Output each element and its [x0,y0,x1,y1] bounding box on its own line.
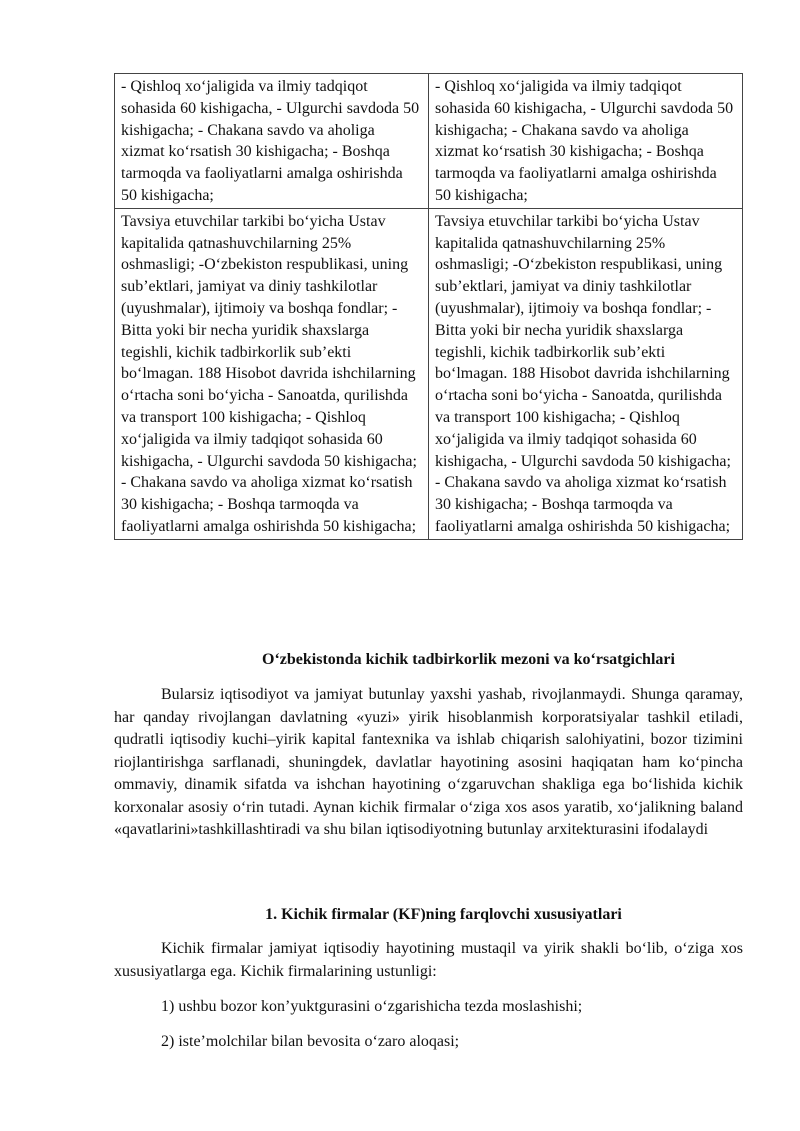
section-heading: 1. Kichik firmalar (KF)ning farqlovchi xususiyatlari [265,906,622,923]
section-heading: Oʻzbekistonda kichik tadbirkorlik mezoni va koʻrsatgichlari [262,651,675,668]
table-row [115,74,743,209]
table-cell-left: Tavsiya etuvchilar tarkibi boʻyicha Ustav kapitalida qatnashuvchilarning 25% oshmasligi; -Oʻzbekiston respublikasi, uning sub’ektlari, jamiyat va diniy tashkilotlar (uyushmalar), ijtimoiy va boshqa fondlar; -Bitta yoki bir necha yuridik shaxslarga tegishli, kichik tadbirkorlik sub’ekti boʻlmagan. 188 Hisobot davrida ishchilarning oʻrtacha soni boʻyicha - Sanoatda, qurilishda va transport 100 kishigacha; - Qishloq xoʻjaligida va ilmiy tadqiqot sohasida 60 kishigacha, - Ulgurchi savdoda 50 kishigacha; - Chakana savdo va aholiga xizmat koʻrsatish 30 kishigacha; - Boshqa tarmoqda va faoliyatlarni amalga oshirishda 50 kishigacha; [115,208,429,539]
body-paragraph: Kichik firmalar jamiyat iqtisodiy hayotining mustaqil va yirik shakli boʻlib, oʻziga xos xususiyatlarga ega. Kichik firmalarining ustunligi: [114,940,743,980]
body-paragraph: Bularsiz iqtisodiyot va jamiyat butunlay yaxshi yashab, rivojlanmaydi. Shunga qaramay, har qanday rivojlangan davlatning «yuzi» yirik hisoblanmish korporatsiyalar tashkil etiladi, qudratli iqtisodiy kuchi–yirik kapital fantexnika va ishlab chiqarish salohiyatini, bozor tizimini riojlantirishga sarflanadi, shuningdek, davlatlar hayotining asosini haqiqatan ham koʻpincha ommaviy, dinamik sifatda va ishchan hayotining oʻzgaruvchan shakliga ega boʻlishida kichik korxonalar asosiy oʻrin tutadi. Aynan kichik firmalar oʻziga xos asos yaratib, xoʻjalikning baland «qavatlarini»tashkillashtiradi va shu bilan iqtisodiyotning butunlay arxitekturasini ifodalaydi [114,686,743,838]
list-item: 1) ushbu bozor kon’yuktgurasini oʻzgarishicha tezda moslashishi; [161,998,583,1015]
table-cell-right: Tavsiya etuvchilar tarkibi boʻyicha Ustav kapitalida qatnashuvchilarning 25% oshmasligi; -Oʻzbekiston respublikasi, uning sub’ektlari, jamiyat va diniy tashkilotlar (uyushmalar), ijtimoiy va boshqa fondlar; -Bitta yoki bir necha yuridik shaxslarga tegishli, kichik tadbirkorlik sub’ekti boʻlmagan. 188 Hisobot davrida ishchilarning oʻrtacha soni boʻyicha - Sanoatda, qurilishda va transport 100 kishigacha; - Qishloq xoʻjaligida va ilmiy tadqiqot sohasida 60 kishigacha, - Ulgurchi savdoda 50 kishigacha; - Chakana savdo va aholiga xizmat koʻrsatish 30 kishigacha; - Boshqa tarmoqda va faoliyatlarni amalga oshirishda 50 kishigacha; [429,208,743,539]
table-cell-left: - Qishloq xoʻjaligida va ilmiy tadqiqot sohasida 60 kishigacha, - Ulgurchi savdoda 50 kishigacha; - Chakana savdo va aholiga xizmat koʻrsatish 30 kishigacha; - Boshqa tarmoqda va faoliyatlarni amalga oshirishda 50 kishigacha; [115,74,429,209]
list-item: 2) iste’molchilar bilan bevosita oʻzaro aloqasi; [161,1033,460,1050]
table-row [115,208,743,539]
criteria-table [114,73,743,540]
table-cell-right: - Qishloq xoʻjaligida va ilmiy tadqiqot sohasida 60 kishigacha, - Ulgurchi savdoda 50 kishigacha; - Chakana savdo va aholiga xizmat koʻrsatish 30 kishigacha; - Boshqa tarmoqda va faoliyatlarni amalga oshirishda 50 kishigacha; [429,74,743,209]
